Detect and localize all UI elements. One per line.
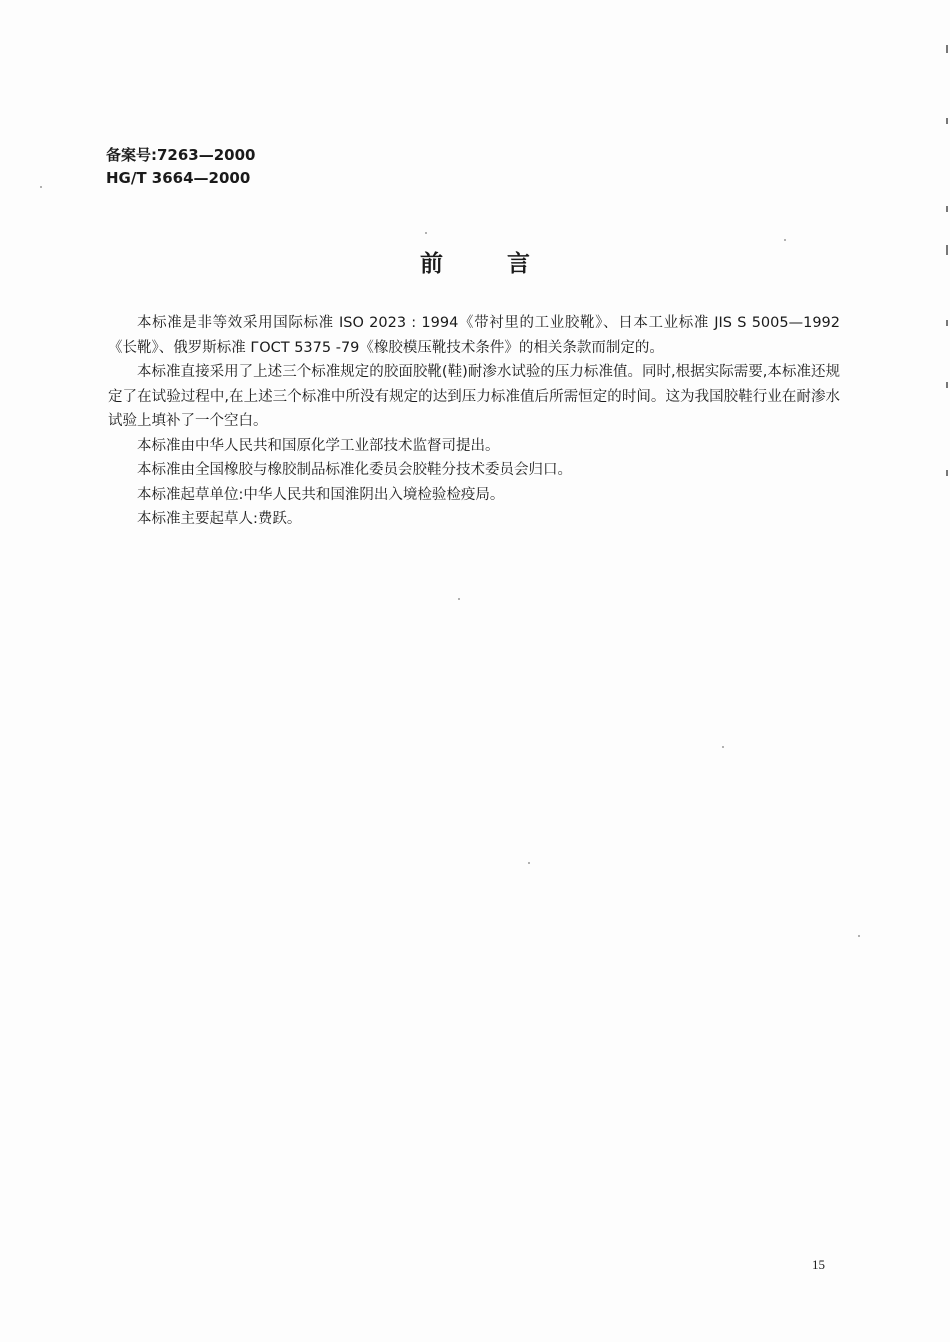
scan-speck (528, 862, 530, 864)
filing-number: 备案号:7263—2000 (106, 146, 256, 164)
scan-edge-mark (946, 245, 948, 255)
scan-edge-mark (946, 320, 948, 326)
scan-edge-mark (946, 382, 948, 388)
scan-edge-mark (946, 470, 948, 476)
document-header (106, 144, 256, 190)
paragraph-1: 本标准是非等效采用国际标准 ISO 2023 : 1994《带衬里的工业胶靴》、日本工业标准 JIS S 5005—1992《长靴》、俄罗斯标准 ГОСТ 5375 -79《橡胶模压靴技术条件》的相关条款而制定的。 (108, 315, 840, 356)
scan-speck (458, 598, 460, 600)
scan-edge-mark (946, 45, 948, 53)
foreword-body (108, 311, 840, 532)
page-title: 前言 (420, 251, 594, 277)
scan-speck (722, 746, 724, 748)
paragraph-5: 本标准起草单位:中华人民共和国淮阴出入境检验检疫局。 (137, 486, 505, 503)
paragraph-6: 本标准主要起草人:费跃。 (137, 511, 302, 527)
standard-code: HG/T 3664—2000 (106, 169, 251, 187)
scan-edge-mark (946, 206, 948, 212)
scan-speck (784, 239, 786, 241)
scan-speck (425, 232, 427, 234)
paragraph-3: 本标准由中华人民共和国原化学工业部技术监督司提出。 (137, 437, 500, 454)
scan-edge-mark (946, 118, 948, 124)
scan-speck (858, 935, 860, 937)
page-number: 15 (812, 1257, 825, 1272)
scan-speck (40, 186, 42, 188)
paragraph-4: 本标准由全国橡胶与橡胶制品标准化委员会胶鞋分技术委员会归口。 (137, 462, 572, 478)
paragraph-2: 本标准直接采用了上述三个标准规定的胶面胶靴(鞋)耐渗水试验的压力标准值。同时,根据实际需要,本标准还规定了在试验过程中,在上述三个标准中所没有规定的达到压力标准值后所需恒定的时间。这为我国胶鞋行业在耐渗水试验上填补了一个空白。 (108, 364, 840, 429)
